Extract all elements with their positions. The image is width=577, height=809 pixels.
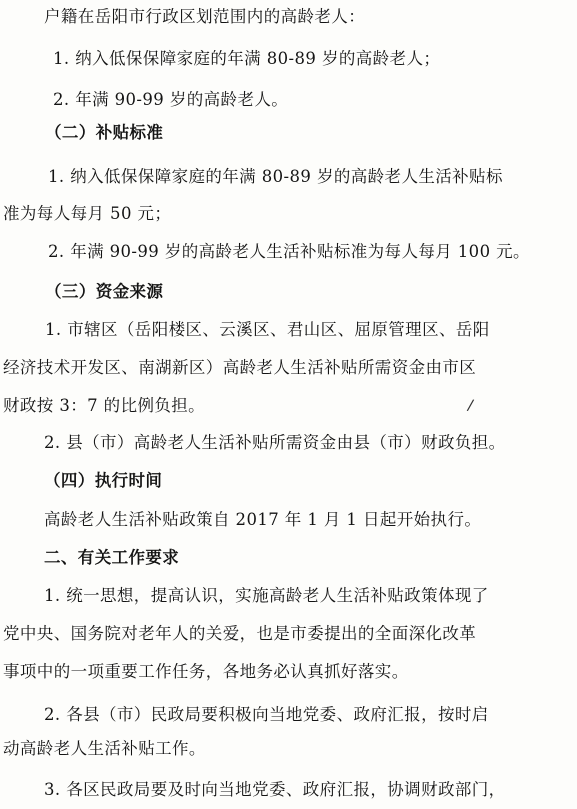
text-line-household: 户籍在岳阳市行政区划范围内的高龄老人： [44,7,366,26]
text-line-req-2b: 动高龄老人生活补贴工作。 [3,739,206,758]
section-heading-fund-source: （三）资金来源 [45,282,164,301]
text-line-execution: 高龄老人生活补贴政策自 2017 年 1 月 1 日起开始执行。 [44,510,482,529]
text-line-item-2: 2. 年满 90-99 岁的高龄老人。 [53,90,289,109]
text-line-standard-1a: 1. 纳入低保保障家庭的年满 80-89 岁的高龄老人生活补贴标 [48,167,503,186]
text-line-standard-2: 2. 年满 90-99 岁的高龄老人生活补贴标准为每人每月 100 元。 [48,242,530,261]
text-line-fund-1a: 1. 市辖区（岳阳楼区、云溪区、君山区、屈原管理区、岳阳 [45,320,490,339]
text-line-req-3a: 3. 各区民政局要及时向当地党委、政府汇报，协调财政部门， [44,780,506,799]
section-heading-execution-time: （四）执行时间 [44,471,163,490]
text-line-req-1c: 事项中的一项重要工作任务，各地务必认真抓好落实。 [3,662,409,681]
section-heading-work-requirements: 二、有关工作要求 [44,548,180,567]
text-line-fund-1b: 经济技术开发区、南湖新区）高龄老人生活补贴所需资金由市区 [3,358,477,377]
text-line-req-1a: 1. 统一思想，提高认识，实施高龄老人生活补贴政策体现了 [44,586,489,605]
text-line-fund-2: 2. 县（市）高龄老人生活补贴所需资金由县（市）财政负担。 [44,433,506,452]
text-line-req-2a: 2. 各县（市）民政局要积极向当地党委、政府汇报，按时启 [44,705,489,724]
pen-stroke-mark: / [466,395,476,415]
text-line-req-1b: 党中央、国务院对老年人的关爱，也是市委提出的全面深化改革 [3,624,477,643]
text-line-item-1: 1. 纳入低保保障家庭的年满 80-89 岁的高龄老人； [53,49,441,68]
text-line-fund-1c: 财政按 3：7 的比例负担。 [3,396,206,415]
text-line-standard-1b: 准为每人每月 50 元； [3,204,172,223]
section-heading-subsidy-standard: （二）补贴标准 [45,123,164,142]
